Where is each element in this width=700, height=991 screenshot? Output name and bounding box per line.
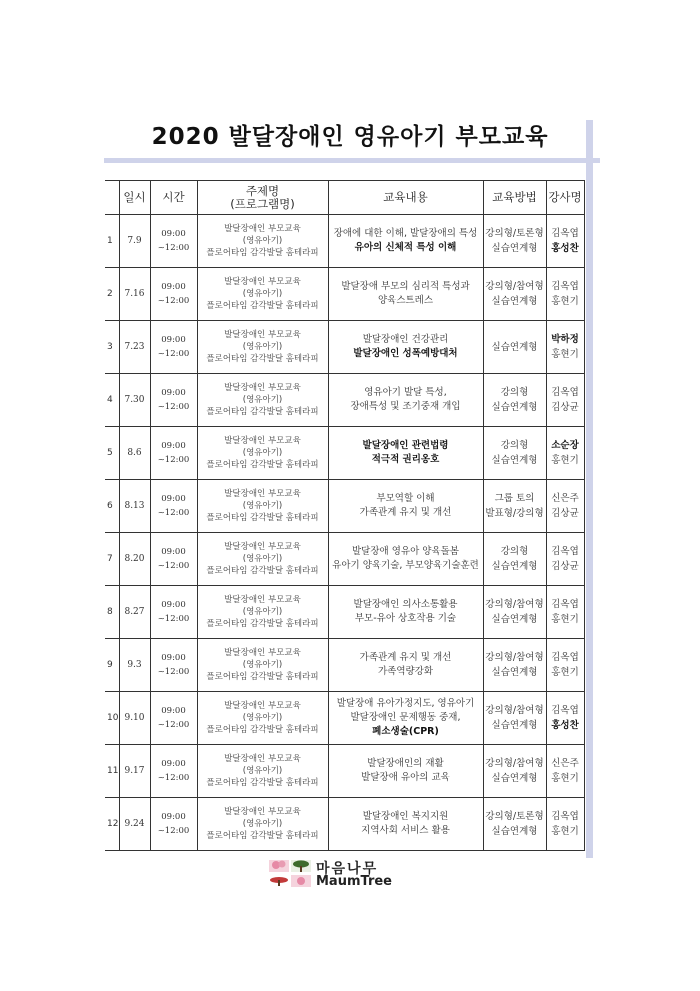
row-method-line: 강의형/참여형: [485, 281, 544, 292]
row-content: [328, 533, 483, 586]
row-program-line: 플로어타임 감각발달 홈테라피: [206, 248, 319, 258]
row-method-line: 강의형/토론형: [485, 811, 544, 822]
row-instructor-name: 김옥엽: [551, 546, 579, 557]
row-content: [328, 745, 483, 798]
row-content-line: 발달장애 유아의 교육: [361, 772, 450, 783]
row-program-line: 발달장애인 부모교육: [224, 383, 301, 393]
row-method-line: 실습연계형: [491, 773, 538, 784]
row-date: 7.30: [119, 374, 150, 427]
row-method-line: 그룹 토의: [494, 493, 535, 504]
row-content: [328, 639, 483, 692]
header-date: 일시: [119, 181, 150, 215]
row-instructor-name: 홍성찬: [551, 243, 579, 254]
row-program-line: (영유아기): [242, 819, 283, 829]
row-instructor-name: 김옥엽: [551, 599, 579, 610]
row-content-line: 발달장애인 건강관리: [362, 334, 449, 345]
row-instructor-name: 홍현기: [551, 349, 579, 360]
row-content-line: 발달장애인의 재활: [367, 758, 444, 769]
row-instructor-name: 김옥엽: [551, 811, 579, 822]
row-method-line: 실습연계형: [491, 614, 538, 625]
table-header-row: [105, 181, 584, 215]
row-time-end: ~12:00: [157, 455, 190, 465]
row-program-line: (영유아기): [242, 501, 283, 511]
row-program: [197, 480, 328, 533]
row-content-line: 가족역량강화: [377, 666, 434, 677]
row-program-line: 발달장애인 부모교육: [224, 436, 301, 446]
page-title: 2020 발달장애인 영유아기 부모교육: [151, 124, 549, 150]
row-instructor-name: 김상균: [551, 402, 579, 413]
row-instructor: [546, 268, 584, 321]
row-program-line: (영유아기): [242, 236, 283, 246]
row-instructor-name: 김상균: [551, 561, 579, 572]
row-content-line: 발달장애인 복지지원: [362, 811, 449, 822]
row-content-line: 가족관계 유지 및 개선: [359, 652, 452, 663]
row-content-line: 발달장애인 성폭예방대처: [353, 348, 458, 359]
row-number: 8: [105, 586, 119, 639]
row-method: [483, 692, 546, 745]
row-content: [328, 427, 483, 480]
row-content-line: 적극적 권리옹호: [371, 454, 440, 465]
row-program: [197, 586, 328, 639]
row-number: 10: [105, 692, 119, 745]
row-program-line: 발달장애인 부모교육: [224, 277, 301, 287]
row-method-line: 실습연계형: [491, 720, 538, 731]
row-instructor-name: 신은주: [551, 758, 579, 769]
table-row: [105, 533, 584, 586]
row-program-line: 발달장애인 부모교육: [224, 330, 301, 340]
row-instructor-name: 김옥엽: [551, 387, 579, 398]
row-number: 2: [105, 268, 119, 321]
row-program-line: 플로어타임 감각발달 홈테라피: [206, 831, 319, 841]
row-method: [483, 745, 546, 798]
table-row: [105, 480, 584, 533]
header-method: 교육방법: [483, 181, 546, 215]
row-program-line: (영유아기): [242, 448, 283, 458]
row-content-line: 장애에 대한 이해, 발달장애의 특성: [333, 228, 478, 239]
row-instructor-name: 홍현기: [551, 667, 579, 678]
row-content: [328, 480, 483, 533]
row-instructor: [546, 798, 584, 851]
row-time-end: ~12:00: [157, 349, 190, 359]
row-program-line: (영유아기): [242, 766, 283, 776]
row-program-line: (영유아기): [242, 713, 283, 723]
table-row: [105, 427, 584, 480]
row-date: 8.27: [119, 586, 150, 639]
table-row: [105, 798, 584, 851]
row-program: [197, 692, 328, 745]
row-instructor-name: 김옥엽: [551, 281, 579, 292]
row-method-line: 강의형/토론형: [485, 228, 544, 239]
row-number: 12: [105, 798, 119, 851]
row-time-start: 09:00: [161, 282, 186, 292]
row-content: [328, 798, 483, 851]
row-program-line: 플로어타임 감각발달 홈테라피: [206, 460, 319, 470]
header-instructor: 강사명: [546, 181, 584, 215]
row-instructor-name: 김상균: [551, 508, 579, 519]
row-method-line: 실습연계형: [491, 455, 538, 466]
row-date: 9.10: [119, 692, 150, 745]
row-instructor: [546, 639, 584, 692]
row-time-end: ~12:00: [157, 243, 190, 253]
row-method-line: 강의형/참여형: [485, 652, 544, 663]
row-instructor-name: 소순장: [551, 440, 579, 451]
row-date: 7.23: [119, 321, 150, 374]
row-program: [197, 639, 328, 692]
row-time-end: ~12:00: [157, 561, 190, 571]
row-method-line: 강의형: [500, 546, 529, 557]
row-content-line: 유아의 신체적 특성 이해: [354, 242, 457, 253]
logo-name-korean: 마음나무: [316, 861, 379, 877]
row-time-start: 09:00: [161, 335, 186, 345]
row-program-line: 발달장애인 부모교육: [224, 807, 301, 817]
row-number: 11: [105, 745, 119, 798]
row-time: [150, 586, 197, 639]
logo-name-english: MaumTree: [316, 874, 392, 889]
row-instructor-name: 박하정: [551, 334, 579, 345]
row-time-end: ~12:00: [157, 773, 190, 783]
row-program-line: 발달장애인 부모교육: [224, 595, 301, 605]
row-time-end: ~12:00: [157, 296, 190, 306]
row-content: [328, 215, 483, 268]
row-time: [150, 268, 197, 321]
table-row: [105, 586, 584, 639]
row-content-line: 발달장애인 문제행동 중재,: [350, 712, 461, 723]
row-instructor-name: 김옥엽: [551, 705, 579, 716]
row-content-line: 발달장애 유아가정지도, 영유아기: [336, 698, 475, 709]
row-content-line: 발달장애인 의사소통활용: [353, 599, 458, 610]
header-content: 교육내용: [328, 181, 483, 215]
row-number: 5: [105, 427, 119, 480]
row-date: 9.3: [119, 639, 150, 692]
row-time: [150, 533, 197, 586]
row-number: 6: [105, 480, 119, 533]
row-content: [328, 374, 483, 427]
row-program-line: 플로어타임 감각발달 홈테라피: [206, 566, 319, 576]
row-program-line: (영유아기): [242, 607, 283, 617]
row-content-line: 영유아기 발달 특성,: [364, 387, 447, 398]
row-date: 8.20: [119, 533, 150, 586]
row-method: [483, 374, 546, 427]
row-program: [197, 533, 328, 586]
row-content-line: 발달장애 영유아 양육돌봄: [352, 546, 459, 557]
row-program: [197, 798, 328, 851]
row-program-line: (영유아기): [242, 342, 283, 352]
row-content-line: 부모-유아 상호작용 기술: [354, 613, 457, 624]
row-instructor: [546, 745, 584, 798]
row-content-line: 유아기 양육기술, 부모양육기술훈련: [332, 560, 479, 571]
row-program-line: 플로어타임 감각발달 홈테라피: [206, 354, 319, 364]
row-instructor: [546, 692, 584, 745]
row-instructor: [546, 586, 584, 639]
row-program-line: 플로어타임 감각발달 홈테라피: [206, 407, 319, 417]
row-time-start: 09:00: [161, 388, 186, 398]
row-time-start: 09:00: [161, 653, 186, 663]
row-program-line: 발달장애인 부모교육: [224, 754, 301, 764]
row-method-line: 강의형: [500, 440, 529, 451]
row-number: 1: [105, 215, 119, 268]
header-program: [197, 181, 328, 215]
row-instructor-name: 홍현기: [551, 826, 579, 837]
row-program: [197, 427, 328, 480]
row-instructor: [546, 321, 584, 374]
row-instructor: [546, 427, 584, 480]
header-time: 시간: [150, 181, 197, 215]
row-instructor-name: 홍현기: [551, 773, 579, 784]
logo-mark-icon: [268, 858, 312, 890]
row-content: [328, 268, 483, 321]
row-method: [483, 639, 546, 692]
row-date: 8.13: [119, 480, 150, 533]
table-row: [105, 268, 584, 321]
row-time-start: 09:00: [161, 494, 186, 504]
row-number: 9: [105, 639, 119, 692]
row-content: [328, 321, 483, 374]
row-program-line: 플로어타임 감각발달 홈테라피: [206, 513, 319, 523]
row-instructor: [546, 533, 584, 586]
table-body: [105, 215, 584, 851]
row-method-line: 실습연계형: [491, 826, 538, 837]
row-content-line: 발달장애 부모의 심리적 특성과: [341, 281, 470, 292]
row-program-line: 발달장애인 부모교육: [224, 224, 301, 234]
row-instructor-name: 홍성찬: [551, 720, 579, 731]
row-program-line: 발달장애인 부모교육: [224, 542, 301, 552]
row-content: [328, 586, 483, 639]
row-program-line: (영유아기): [242, 660, 283, 670]
row-content: [328, 692, 483, 745]
row-instructor: [546, 374, 584, 427]
row-content-line: 폐소생술(CPR): [372, 726, 439, 737]
row-program-line: (영유아기): [242, 395, 283, 405]
row-program: [197, 321, 328, 374]
row-method-line: 실습연계형: [491, 243, 538, 254]
row-time-end: ~12:00: [157, 667, 190, 677]
row-time: [150, 321, 197, 374]
row-time-start: 09:00: [161, 229, 186, 239]
row-instructor: [546, 480, 584, 533]
row-program: [197, 268, 328, 321]
row-program-line: 발달장애인 부모교육: [224, 489, 301, 499]
row-instructor-name: 김옥엽: [551, 652, 579, 663]
title-accent-bar-horizontal: [104, 158, 600, 163]
row-time: [150, 427, 197, 480]
row-instructor-name: 김옥엽: [551, 228, 579, 239]
row-program-line: 플로어타임 감각발달 홈테라피: [206, 672, 319, 682]
row-instructor-name: 홍현기: [551, 296, 579, 307]
row-method-line: 강의형: [500, 387, 529, 398]
row-instructor-name: 홍현기: [551, 614, 579, 625]
row-program-line: (영유아기): [242, 289, 283, 299]
row-time: [150, 215, 197, 268]
row-program: [197, 215, 328, 268]
row-method-line: 발표형/강의형: [485, 508, 544, 519]
row-method: [483, 586, 546, 639]
row-method: [483, 268, 546, 321]
row-method: [483, 321, 546, 374]
row-method: [483, 427, 546, 480]
table-row: [105, 745, 584, 798]
row-program-line: 플로어타임 감각발달 홈테라피: [206, 725, 319, 735]
row-time-start: 09:00: [161, 759, 186, 769]
row-time-start: 09:00: [161, 600, 186, 610]
row-time-start: 09:00: [161, 547, 186, 557]
row-program-line: 플로어타임 감각발달 홈테라피: [206, 778, 319, 788]
header-no: [105, 181, 119, 215]
row-content-line: 지역사회 서비스 활용: [361, 825, 450, 836]
row-method-line: 실습연계형: [491, 402, 538, 413]
row-time: [150, 692, 197, 745]
row-method-line: 실습연계형: [491, 341, 538, 353]
row-content-line: 부모역할 이해: [376, 493, 435, 504]
row-method-line: 강의형/참여형: [485, 758, 544, 769]
row-time-start: 09:00: [161, 812, 186, 822]
row-date: 7.16: [119, 268, 150, 321]
row-program-line: (영유아기): [242, 554, 283, 564]
title-accent-bar-vertical: [586, 120, 593, 858]
row-number: 7: [105, 533, 119, 586]
row-program-line: 플로어타임 감각발달 홈테라피: [206, 301, 319, 311]
row-method-line: 강의형/참여형: [485, 705, 544, 716]
row-time: [150, 798, 197, 851]
row-number: 4: [105, 374, 119, 427]
row-content-line: 양육스트레스: [377, 295, 434, 306]
row-program-line: 발달장애인 부모교육: [224, 701, 301, 711]
row-method-line: 실습연계형: [491, 667, 538, 678]
row-content-line: 가족관계 유지 및 개선: [359, 507, 452, 518]
table-row: [105, 215, 584, 268]
row-time-start: 09:00: [161, 441, 186, 451]
row-time: [150, 639, 197, 692]
schedule-table: [105, 180, 585, 851]
row-method-line: 실습연계형: [491, 296, 538, 307]
table-row: [105, 321, 584, 374]
row-method: [483, 480, 546, 533]
row-method-line: 실습연계형: [491, 561, 538, 572]
row-date: 9.17: [119, 745, 150, 798]
row-time-end: ~12:00: [157, 720, 190, 730]
row-time-end: ~12:00: [157, 402, 190, 412]
row-instructor-name: 신은주: [551, 493, 579, 504]
row-time: [150, 480, 197, 533]
row-program-line: 플로어타임 감각발달 홈테라피: [206, 619, 319, 629]
row-time: [150, 745, 197, 798]
maumtree-logo: [268, 858, 418, 890]
row-method: [483, 798, 546, 851]
table-row: [105, 639, 584, 692]
row-date: 7.9: [119, 215, 150, 268]
row-method: [483, 215, 546, 268]
row-instructor: [546, 215, 584, 268]
row-date: 8.6: [119, 427, 150, 480]
row-program: [197, 374, 328, 427]
row-instructor-name: 홍현기: [551, 455, 579, 466]
row-method-line: 강의형/참여형: [485, 599, 544, 610]
header-program-line1: 주제명: [245, 183, 280, 198]
row-program: [197, 745, 328, 798]
row-time-start: 09:00: [161, 706, 186, 716]
row-date: 9.24: [119, 798, 150, 851]
table-row: [105, 692, 584, 745]
row-program-line: 발달장애인 부모교육: [224, 648, 301, 658]
row-content-line: 발달장애인 관련법령: [362, 440, 449, 451]
row-number: 3: [105, 321, 119, 374]
row-time-end: ~12:00: [157, 614, 190, 624]
table-row: [105, 374, 584, 427]
row-time-end: ~12:00: [157, 508, 190, 518]
row-time-end: ~12:00: [157, 826, 190, 836]
row-time: [150, 374, 197, 427]
header-program-line2: (프로그램명): [230, 196, 295, 211]
row-method: [483, 533, 546, 586]
row-content-line: 장애특성 및 조기중재 개입: [350, 401, 461, 412]
